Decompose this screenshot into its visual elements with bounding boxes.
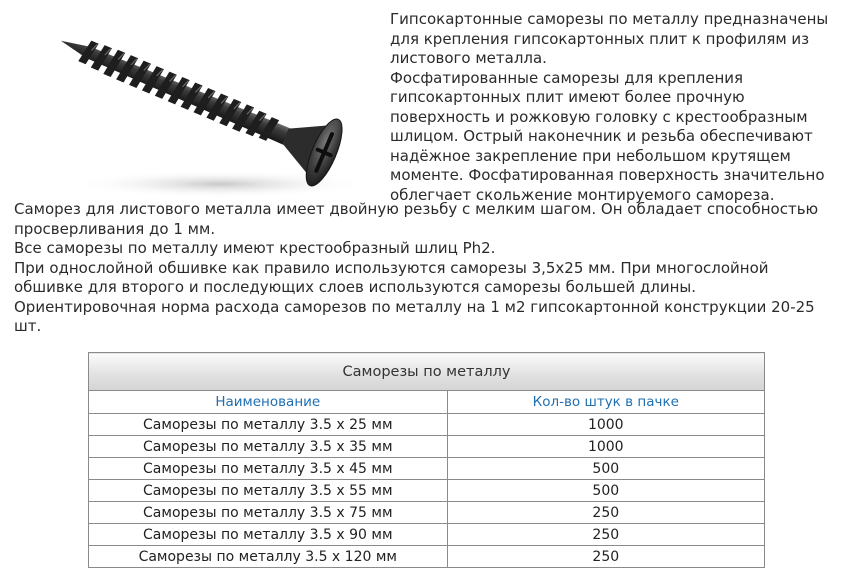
intro-line: гипсокартонных плит имеют более прочную (390, 88, 745, 106)
cell-name: Саморезы по металлу 3.5 х 35 мм (89, 436, 448, 458)
body-line: шт. (14, 317, 42, 335)
screws-table (88, 352, 765, 568)
cell-qty: 500 (447, 480, 764, 502)
cell-name: Саморезы по металлу 3.5 х 55 мм (89, 480, 448, 502)
intro-line: Гипсокартонные саморезы по металлу предназначены (390, 10, 829, 28)
cell-qty: 1000 (447, 414, 764, 436)
table-row (89, 524, 765, 546)
cell-name: Саморезы по металлу 3.5 х 25 мм (89, 414, 448, 436)
intro-line: листового металла. (390, 49, 547, 67)
body-line: При однослойной обшивке как правило используются саморезы 3,5х25 мм. При многослойной (14, 258, 769, 277)
cell-qty: 250 (447, 546, 764, 568)
body-paragraph (14, 200, 844, 337)
intro-line: для крепления гипсокартонных плит к профилям из (390, 29, 810, 48)
intro-line: моменте. Фосфатированная поверхность значительно (390, 166, 825, 184)
cell-qty: 500 (447, 458, 764, 480)
body-line: Саморез для листового металла имеет двойную резьбу с мелким шагом. Он обладает способностью (14, 200, 819, 218)
intro-line: шлицом. Острый наконечник и резьба обеспечивают (390, 127, 813, 145)
intro-line: поверхность и рожковую головку с крестообразным (390, 107, 808, 126)
cell-qty: 1000 (447, 436, 764, 458)
body-line: Ориентировочная норма расхода саморезов по металлу на 1 м2 гипсокартонной конструкции 20-25 (14, 297, 815, 316)
table-row (89, 414, 765, 436)
cell-name: Саморезы по металлу 3.5 х 75 мм (89, 502, 448, 524)
cell-qty: 250 (447, 502, 764, 524)
table-row (89, 480, 765, 502)
table-row (89, 502, 765, 524)
screw-image (30, 6, 382, 202)
body-line: обшивке для второго и последующих слоев используются саморезы большей длины. (14, 278, 697, 296)
cell-name: Саморезы по металлу 3.5 х 45 мм (89, 458, 448, 480)
body-line: просверливания до 1 мм. (14, 219, 216, 238)
cell-name: Саморезы по металлу 3.5 х 90 мм (89, 524, 448, 546)
cell-qty: 250 (447, 524, 764, 546)
intro-line: надёжное закрепление при небольшом крутящем (390, 146, 791, 165)
cell-name: Саморезы по металлу 3.5 х 120 мм (89, 546, 448, 568)
table-row (89, 458, 765, 480)
header-name: Наименование (89, 391, 448, 414)
table-caption: Саморезы по металлу (89, 353, 765, 391)
table-row (89, 436, 765, 458)
table-row (89, 546, 765, 568)
intro-line: облегчает скольжение монтируемого самореза. (390, 185, 775, 204)
intro-line: Фосфатированные саморезы для крепления (390, 68, 744, 87)
intro-paragraph (390, 10, 840, 205)
header-qty: Кол-во штук в пачке (447, 391, 764, 414)
body-line: Все саморезы по металлу имеют крестообразный шлиц Ph2. (14, 239, 496, 257)
